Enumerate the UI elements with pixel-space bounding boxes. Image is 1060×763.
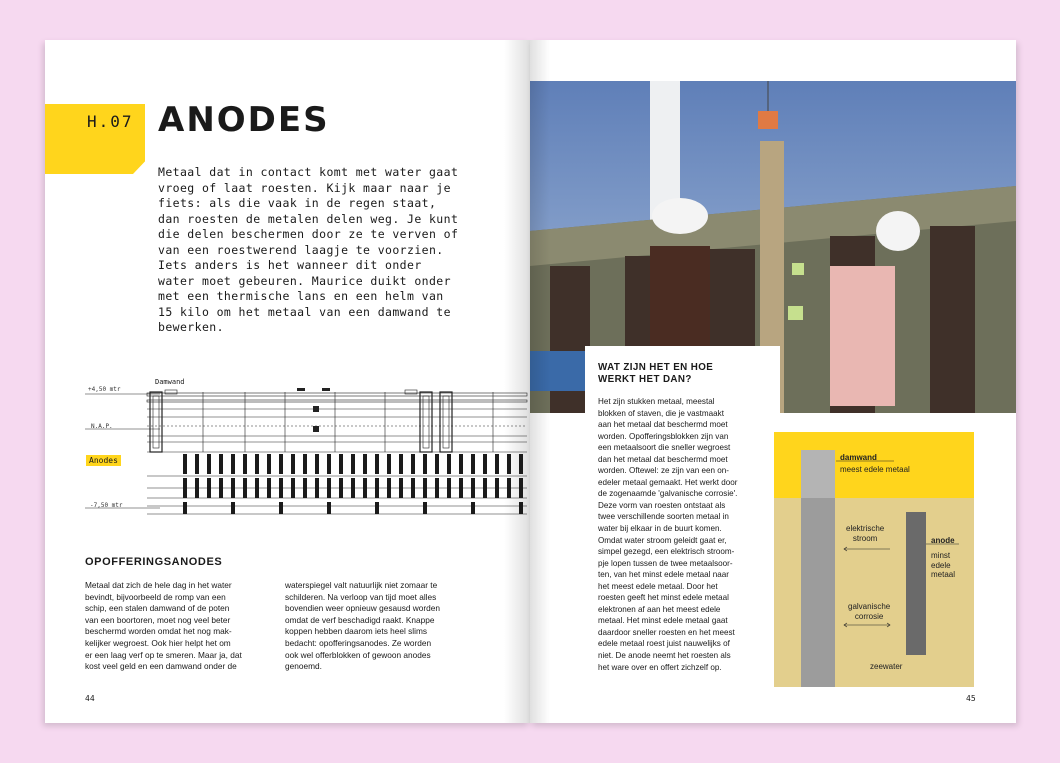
intro-paragraph: Metaal dat in contact komt met water gaat vroeg of laat roesten. Kijk maar naar je fiets: als die vaak in de regen staat, dan roesten de metalen delen weg. Je kunt die delen beschermen door ze te verven of van een roestwerend laagje te voorzien. Iets anders is het wanneer dit onder water moet gebeuren. Maurice duikt onder met een thermische lans en een helm van 15 kilo om het metaal van een damwand te bewerken. (158, 165, 459, 334)
zeewater-label: zeewater (870, 662, 903, 671)
page-gutter-shadow (530, 40, 550, 723)
right-page (530, 40, 1016, 723)
section-heading: OPOFFERINGSANODES (85, 556, 223, 568)
anode-label: anode (931, 536, 955, 545)
chapter-title: ANODES (158, 100, 330, 140)
stroom-label: elektrische stroom (846, 524, 885, 543)
corrosion-diagram (774, 432, 974, 687)
anode-sublabel: minst edele metaal (931, 551, 956, 579)
info-box-text: Het zijn stukken metaal, meestal blokken of staven, die je vastmaakt aan het metaal dat beschermd moet worden. Opofferingsblokken zijn van een metaalsoort die sneller wegroest dan het metaal dat beschermd moet worden. Oftewel: ze zijn van een on- edeler metaal gemaakt. Het werkt door de zogenaamde 'galvanische corrosie'. Deze vorm van roesten ontstaat als twee verschillende soorten metaal in water bij elkaar in de buurt komen. Omdat water stroom geleidt gaat er, simpel gezegd, een elektrisch stroom- pje lopen tussen de twee metaalsoor- ten, van het minst edele metaal naar het meest edele metaal. Door het roesten geeft het minst edele metaal elektronen af aan het meest edele metaal. Het minst edele metaal gaat daardoor sneller roesten en het meest edele metaal roest juist nauwelijks of niet. De anode neemt het roesten als het ware over en offert zichzelf op. (598, 397, 738, 672)
damwand-sublabel: meest edele metaal (840, 465, 910, 474)
left-page (45, 40, 530, 723)
body-column-1: Metaal dat zich de hele dag in het water bevindt, bijvoorbeeld de romp van een schip, een stalen damwand of de poten van een boortoren, moet nog veel beter beschermd worden omdat het nog mak- kelijker wegroest. Ook hier helpt het om er een laag verf op te smeren. Maar ja, dat kost veel geld en een damwand onder de (85, 580, 242, 672)
corrosie-label: galvanische corrosie (848, 602, 891, 621)
page-number-right: 45 (966, 694, 976, 703)
diagram-title: Damwand (155, 378, 185, 386)
level-nap-label: N.A.P. (91, 423, 113, 430)
anodes-level-label: Anodes (86, 455, 121, 466)
page-number-left: 44 (85, 694, 95, 703)
sheet-pile-diagram (85, 380, 530, 520)
damwand-label: damwand (840, 453, 877, 462)
level-bottom-label: -7,50 mtr (90, 502, 123, 509)
chapter-number: H.07 (87, 112, 134, 131)
level-top-label: +4,50 mtr (88, 386, 121, 393)
body-column-2: waterspiegel valt natuurlijk niet zomaar te schilderen. Na verloop van tijd moet alles bovendien weer opnieuw gesausd worden omdat de verf beschadigd raakt. Knappe koppen hebben daarom iets heel slims bedacht: opofferingsanodes. Ze worden ook wel offerblokken of gewoon anodes genoemd. (285, 580, 440, 672)
info-box-heading: WAT ZIJN HET EN HOE WERKT HET DAN? (598, 362, 714, 385)
